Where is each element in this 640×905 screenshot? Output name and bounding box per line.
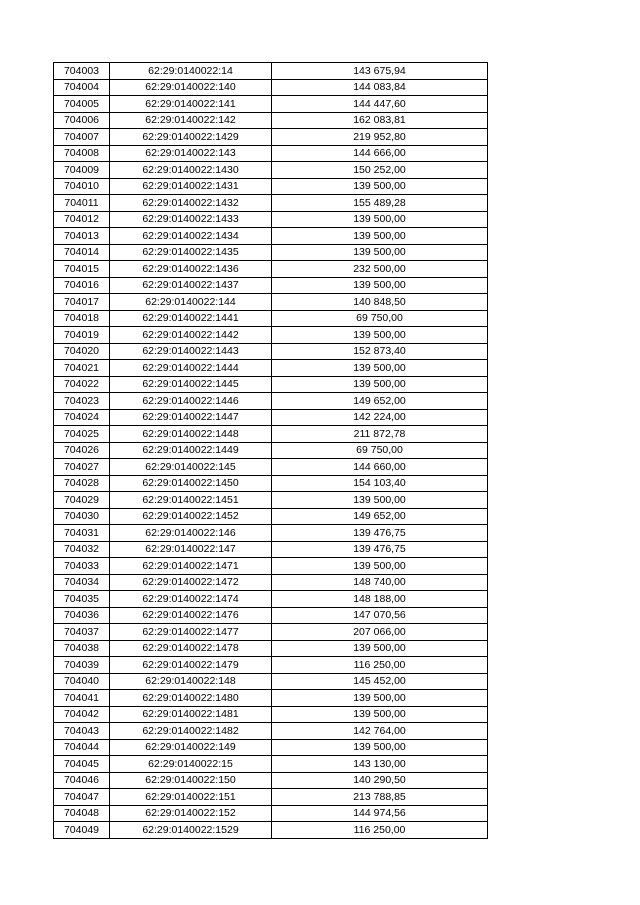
row-number-cell: 704032 <box>54 541 110 558</box>
table-row <box>54 228 488 245</box>
table-row <box>54 525 488 542</box>
amount-cell: 147 070,56 <box>272 607 488 624</box>
amount-cell: 152 873,40 <box>272 343 488 360</box>
amount-cell: 150 252,00 <box>272 162 488 179</box>
row-number-cell: 704026 <box>54 442 110 459</box>
amount-cell: 145 452,00 <box>272 673 488 690</box>
amount-cell: 142 224,00 <box>272 409 488 426</box>
amount-cell: 139 500,00 <box>272 690 488 707</box>
amount-cell: 139 500,00 <box>272 228 488 245</box>
amount-cell: 232 500,00 <box>272 261 488 278</box>
row-number-cell: 704025 <box>54 426 110 443</box>
table-row <box>54 79 488 96</box>
table-row <box>54 624 488 641</box>
row-number-cell: 704047 <box>54 789 110 806</box>
amount-cell: 139 500,00 <box>272 211 488 228</box>
row-number-cell: 704010 <box>54 178 110 195</box>
row-number-cell: 704030 <box>54 508 110 525</box>
cadastral-number-cell: 62:29:0140022:1447 <box>110 409 272 426</box>
row-number-cell: 704003 <box>54 63 110 80</box>
table-row <box>54 673 488 690</box>
row-number-cell: 704028 <box>54 475 110 492</box>
table-row <box>54 706 488 723</box>
table-body <box>54 63 488 839</box>
table-row <box>54 805 488 822</box>
row-number-cell: 704029 <box>54 492 110 509</box>
amount-cell: 139 500,00 <box>272 277 488 294</box>
table-row <box>54 508 488 525</box>
row-number-cell: 704035 <box>54 591 110 608</box>
cadastral-number-cell: 62:29:0140022:1474 <box>110 591 272 608</box>
cadastral-number-cell: 62:29:0140022:1480 <box>110 690 272 707</box>
table-row <box>54 96 488 113</box>
table-row <box>54 475 488 492</box>
row-number-cell: 704021 <box>54 360 110 377</box>
table-row <box>54 211 488 228</box>
table-row <box>54 145 488 162</box>
row-number-cell: 704031 <box>54 525 110 542</box>
row-number-cell: 704006 <box>54 112 110 129</box>
amount-cell: 116 250,00 <box>272 657 488 674</box>
table-row <box>54 129 488 146</box>
table-row <box>54 822 488 839</box>
cadastral-number-cell: 62:29:0140022:1446 <box>110 393 272 410</box>
table-row <box>54 277 488 294</box>
table-row <box>54 63 488 80</box>
amount-cell: 144 974,56 <box>272 805 488 822</box>
cadastral-number-cell: 62:29:0140022:144 <box>110 294 272 311</box>
row-number-cell: 704038 <box>54 640 110 657</box>
row-number-cell: 704045 <box>54 756 110 773</box>
table-row <box>54 409 488 426</box>
row-number-cell: 704042 <box>54 706 110 723</box>
table-row <box>54 591 488 608</box>
amount-cell: 139 500,00 <box>272 558 488 575</box>
row-number-cell: 704008 <box>54 145 110 162</box>
row-number-cell: 704022 <box>54 376 110 393</box>
amount-cell: 144 083,84 <box>272 79 488 96</box>
cadastral-number-cell: 62:29:0140022:1476 <box>110 607 272 624</box>
table-row <box>54 178 488 195</box>
amount-cell: 69 750,00 <box>272 310 488 327</box>
amount-cell: 144 447,60 <box>272 96 488 113</box>
row-number-cell: 704048 <box>54 805 110 822</box>
cadastral-number-cell: 62:29:0140022:1436 <box>110 261 272 278</box>
row-number-cell: 704034 <box>54 574 110 591</box>
row-number-cell: 704024 <box>54 409 110 426</box>
amount-cell: 143 130,00 <box>272 756 488 773</box>
table-row <box>54 739 488 756</box>
amount-cell: 211 872,78 <box>272 426 488 443</box>
table-row <box>54 492 488 509</box>
cadastral-number-cell: 62:29:0140022:1449 <box>110 442 272 459</box>
row-number-cell: 704018 <box>54 310 110 327</box>
table-row <box>54 426 488 443</box>
row-number-cell: 704044 <box>54 739 110 756</box>
table-row <box>54 244 488 261</box>
cadastral-number-cell: 62:29:0140022:1441 <box>110 310 272 327</box>
row-number-cell: 704037 <box>54 624 110 641</box>
amount-cell: 148 188,00 <box>272 591 488 608</box>
row-number-cell: 704049 <box>54 822 110 839</box>
cadastral-number-cell: 62:29:0140022:1444 <box>110 360 272 377</box>
cadastral-number-cell: 62:29:0140022:1432 <box>110 195 272 212</box>
cadastral-number-cell: 62:29:0140022:1429 <box>110 129 272 146</box>
row-number-cell: 704019 <box>54 327 110 344</box>
amount-cell: 207 066,00 <box>272 624 488 641</box>
cadastral-number-cell: 62:29:0140022:1450 <box>110 475 272 492</box>
table-row <box>54 657 488 674</box>
cadastral-number-cell: 62:29:0140022:1445 <box>110 376 272 393</box>
cadastral-number-cell: 62:29:0140022:146 <box>110 525 272 542</box>
cadastral-number-cell: 62:29:0140022:1478 <box>110 640 272 657</box>
row-number-cell: 704014 <box>54 244 110 261</box>
row-number-cell: 704004 <box>54 79 110 96</box>
row-number-cell: 704046 <box>54 772 110 789</box>
amount-cell: 139 500,00 <box>272 178 488 195</box>
cadastral-number-cell: 62:29:0140022:1443 <box>110 343 272 360</box>
table-row <box>54 574 488 591</box>
amount-cell: 148 740,00 <box>272 574 488 591</box>
row-number-cell: 704036 <box>54 607 110 624</box>
cadastral-number-cell: 62:29:0140022:14 <box>110 63 272 80</box>
amount-cell: 213 788,85 <box>272 789 488 806</box>
cadastral-number-cell: 62:29:0140022:152 <box>110 805 272 822</box>
amount-cell: 155 489,28 <box>272 195 488 212</box>
amount-cell: 149 652,00 <box>272 393 488 410</box>
table-row <box>54 756 488 773</box>
cadastral-number-cell: 62:29:0140022:1435 <box>110 244 272 261</box>
table-row <box>54 442 488 459</box>
cadastral-number-cell: 62:29:0140022:142 <box>110 112 272 129</box>
amount-cell: 139 500,00 <box>272 327 488 344</box>
amount-cell: 154 103,40 <box>272 475 488 492</box>
amount-cell: 143 675,94 <box>272 63 488 80</box>
cadastral-number-cell: 62:29:0140022:149 <box>110 739 272 756</box>
row-number-cell: 704013 <box>54 228 110 245</box>
amount-cell: 139 500,00 <box>272 492 488 509</box>
cadastral-number-cell: 62:29:0140022:151 <box>110 789 272 806</box>
amount-cell: 139 500,00 <box>272 244 488 261</box>
table-row <box>54 541 488 558</box>
cadastral-number-cell: 62:29:0140022:1433 <box>110 211 272 228</box>
cadastral-number-cell: 62:29:0140022:145 <box>110 459 272 476</box>
table-row <box>54 607 488 624</box>
cadastral-number-cell: 62:29:0140022:15 <box>110 756 272 773</box>
cadastral-number-cell: 62:29:0140022:1451 <box>110 492 272 509</box>
cadastral-number-cell: 62:29:0140022:1481 <box>110 706 272 723</box>
table-row <box>54 261 488 278</box>
table-row <box>54 723 488 740</box>
amount-cell: 116 250,00 <box>272 822 488 839</box>
cadastral-number-cell: 62:29:0140022:1437 <box>110 277 272 294</box>
data-table <box>53 62 488 839</box>
row-number-cell: 704007 <box>54 129 110 146</box>
amount-cell: 139 500,00 <box>272 739 488 756</box>
cadastral-number-cell: 62:29:0140022:141 <box>110 96 272 113</box>
cadastral-number-cell: 62:29:0140022:1434 <box>110 228 272 245</box>
amount-cell: 69 750,00 <box>272 442 488 459</box>
table-row <box>54 789 488 806</box>
table-row <box>54 310 488 327</box>
table-row <box>54 195 488 212</box>
table-row <box>54 772 488 789</box>
cadastral-number-cell: 62:29:0140022:1430 <box>110 162 272 179</box>
cadastral-number-cell: 62:29:0140022:1442 <box>110 327 272 344</box>
amount-cell: 139 500,00 <box>272 376 488 393</box>
amount-cell: 139 476,75 <box>272 541 488 558</box>
amount-cell: 139 500,00 <box>272 706 488 723</box>
cadastral-number-cell: 62:29:0140022:143 <box>110 145 272 162</box>
cadastral-number-cell: 62:29:0140022:1452 <box>110 508 272 525</box>
row-number-cell: 704027 <box>54 459 110 476</box>
cadastral-number-cell: 62:29:0140022:147 <box>110 541 272 558</box>
amount-cell: 140 848,50 <box>272 294 488 311</box>
cadastral-number-cell: 62:29:0140022:1479 <box>110 657 272 674</box>
row-number-cell: 704015 <box>54 261 110 278</box>
cadastral-number-cell: 62:29:0140022:1482 <box>110 723 272 740</box>
row-number-cell: 704039 <box>54 657 110 674</box>
amount-cell: 142 764,00 <box>272 723 488 740</box>
amount-cell: 144 666,00 <box>272 145 488 162</box>
cadastral-number-cell: 62:29:0140022:1477 <box>110 624 272 641</box>
row-number-cell: 704005 <box>54 96 110 113</box>
cadastral-number-cell: 62:29:0140022:150 <box>110 772 272 789</box>
table-row <box>54 558 488 575</box>
table-row <box>54 343 488 360</box>
row-number-cell: 704016 <box>54 277 110 294</box>
cadastral-number-cell: 62:29:0140022:1471 <box>110 558 272 575</box>
table-row <box>54 459 488 476</box>
row-number-cell: 704012 <box>54 211 110 228</box>
cadastral-number-cell: 62:29:0140022:1529 <box>110 822 272 839</box>
table-row <box>54 393 488 410</box>
amount-cell: 140 290,50 <box>272 772 488 789</box>
row-number-cell: 704017 <box>54 294 110 311</box>
table-row <box>54 640 488 657</box>
row-number-cell: 704043 <box>54 723 110 740</box>
row-number-cell: 704041 <box>54 690 110 707</box>
cadastral-number-cell: 62:29:0140022:140 <box>110 79 272 96</box>
data-table-container <box>53 62 487 839</box>
row-number-cell: 704011 <box>54 195 110 212</box>
amount-cell: 219 952,80 <box>272 129 488 146</box>
amount-cell: 139 476,75 <box>272 525 488 542</box>
table-row <box>54 360 488 377</box>
table-row <box>54 162 488 179</box>
amount-cell: 149 652,00 <box>272 508 488 525</box>
table-row <box>54 112 488 129</box>
row-number-cell: 704023 <box>54 393 110 410</box>
table-row <box>54 376 488 393</box>
table-row <box>54 690 488 707</box>
table-row <box>54 327 488 344</box>
cadastral-number-cell: 62:29:0140022:1472 <box>110 574 272 591</box>
amount-cell: 139 500,00 <box>272 640 488 657</box>
cadastral-number-cell: 62:29:0140022:1448 <box>110 426 272 443</box>
cadastral-number-cell: 62:29:0140022:1431 <box>110 178 272 195</box>
row-number-cell: 704040 <box>54 673 110 690</box>
amount-cell: 144 660,00 <box>272 459 488 476</box>
row-number-cell: 704020 <box>54 343 110 360</box>
table-row <box>54 294 488 311</box>
row-number-cell: 704009 <box>54 162 110 179</box>
cadastral-number-cell: 62:29:0140022:148 <box>110 673 272 690</box>
amount-cell: 139 500,00 <box>272 360 488 377</box>
amount-cell: 162 083,81 <box>272 112 488 129</box>
row-number-cell: 704033 <box>54 558 110 575</box>
